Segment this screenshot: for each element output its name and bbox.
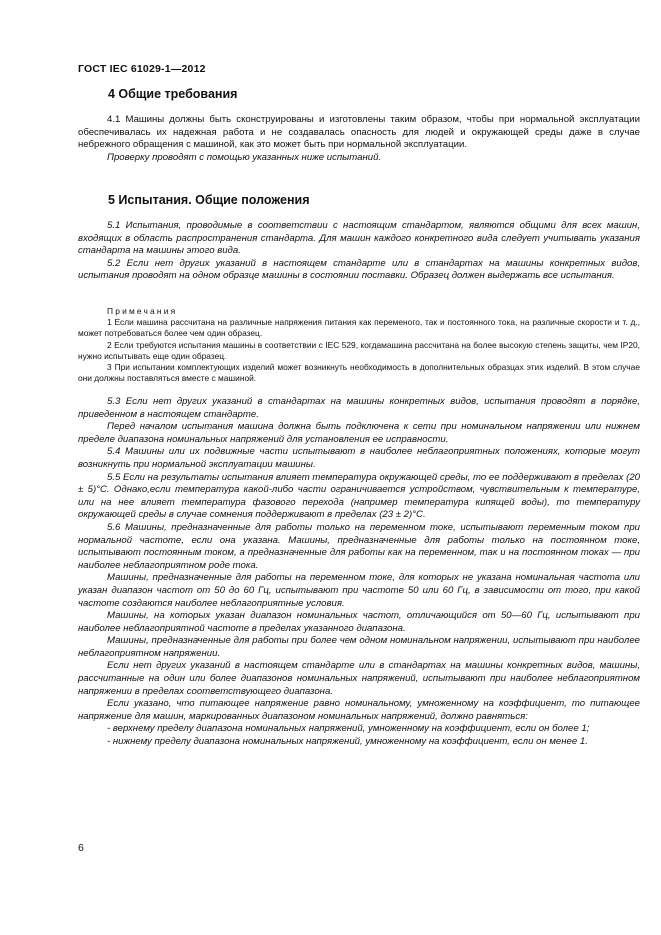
paragraph-4-1: 4.1 Машины должны быть сконструированы и изготовлены таким образом, чтобы при нормальной эксплуатации обеспечивалась их надежная работа и не создавалась опасность для людей и окружающей среды даже в случае небрежного обращения с машиной, как это может быть при нормальной эксплуатации. [78,114,640,151]
paragraph-frequency: Машины, предназначенные для работы на переменном токе, для которых не указана номинальная частота или указан диапазон частот от 50 до 60 Гц, испытывают при частоте 50 или 60 Гц, в зависимости от того, при какой частоте создаются наиболее неблагоприятные условия. [78,572,640,609]
note-item: 2 Если требуются испытания машины в соответствии с IEC 529, когдамашина рассчитана на более высокую степень защиты, чем IP20, нужно испытывать еще один образец. [78,339,640,361]
paragraph-5-6: 5.6 Машины, предназначенные для работы только на переменном токе, испытывают переменным током при нормальной частоте, если она указана. Машины, предназначенные для работы только на постоянном токе, испытывают постоянным током, а предназначенные для работы как на переменном, так и на постоянном токах — при наиболее неблагоприятном роде тока. [78,521,640,571]
section-4-body [78,114,640,164]
paragraph-voltage-multi: Машины, предназначенные для работы при более чем одном номинальном напряжении, испытывают при наиболее неблагоприятном напряжении. [78,635,640,659]
document-header: ГОСТ IEC 61029-1—2012 [78,63,206,75]
note-item: 3 При испытании комплектующих изделий может возникнуть необходимость в дополнительных образцах этих изделий. В этом случае они должны поставляться вместе с машиной. [78,362,640,384]
notes-block [78,306,640,384]
paragraph-5-3-check: Перед началом испытания машина должна быть подключена к сети при номинальном напряжении или нижнем пределе диапазона номинальных напряжений для установления ее исправности. [78,421,640,445]
section-5-title: 5 Испытания. Общие положения [108,193,310,207]
paragraph-5-4: 5.4 Машины или их подвижные части испытывают в наиболее неблагоприятных положениях, которые могут возникнуть при нормальной эксплуатации машины. [78,446,640,470]
paragraph-voltage-factor: Если указано, что питающее напряжение равно номинальному, умноженному на коэффициент, то питающее напряжение для машин, маркированных диапазоном номинальных напряжений, должно равняться: [78,698,640,722]
paragraph-voltage-ranges: Если нет других указаний в настоящем стандарте или в стандартах на машины конкретных видов, машины, рассчитанные на один или более диапазонов номинальных напряжений, испытывают при наиболее неблагоприятном напряжении в пределах соответствующего диапазона. [78,660,640,697]
list-item-lower: - нижнему пределу диапазона номинальных напряжений, умноженному на коэффициент, если он менее 1. [107,736,588,748]
paragraph-5-2: 5.2 Если нет других указаний в настоящем стандарте или в стандартах на машины конкретных видов, испытания проводят на одном образце машины в состоянии поставки. Образец должен выдержать все испытания. [78,257,640,282]
notes-title: Примечания [107,306,178,316]
paragraph-5-3: 5.3 Если нет других указаний в стандартах на машины конкретных видов, испытания проводят в порядке, приведенном в настоящем стандарте. [78,396,640,420]
paragraph-4-check: Проверку проводят с помощью указанных ниже испытаний. [107,151,382,163]
list-item-upper: - верхнему пределу диапазона номинальных напряжений, умноженному на коэффициент, если он более 1; [107,723,590,735]
page-number: 6 [78,842,84,854]
note-item: 1 Если машина рассчитана на различные напряжения питания как переменого, так и постоянного тока, на различные скорости и т. д., может потребоваться более чем один образец. [78,317,640,339]
section-5-body [78,396,640,749]
paragraph-5-5: 5.5 Если на результаты испытания влияет температура окружающей среды, то ее поддерживают в пределах (20 ± 5)°С. Однако,если температура какой-либо части ограничивается устройством, чувствительным к температуре, или на нее влияет температура фазового перехода (например температура кипящей воды), то температуру окружающей среды в случае сомнения поддерживают в пределах (23 ± 2)°С. [78,471,640,521]
paragraph-5-1: 5.1 Испытания, проводимые в соответствии с настоящим стандартом, являются общими для всех машин, входящих в область распространения стандарта. Для машин каждого конкретного вида следует учитывать указания стандарта на машины этого вида. [78,220,640,257]
section-4-title: 4 Общие требования [108,87,238,101]
section-5-intro [78,220,640,283]
paragraph-frequency-range: Машины, на которых указан диапазон номинальных частот, отличающийся от 50—60 Гц, испытывают при наиболее неблагоприятной частоте в пределах указанного диапазона. [78,610,640,634]
